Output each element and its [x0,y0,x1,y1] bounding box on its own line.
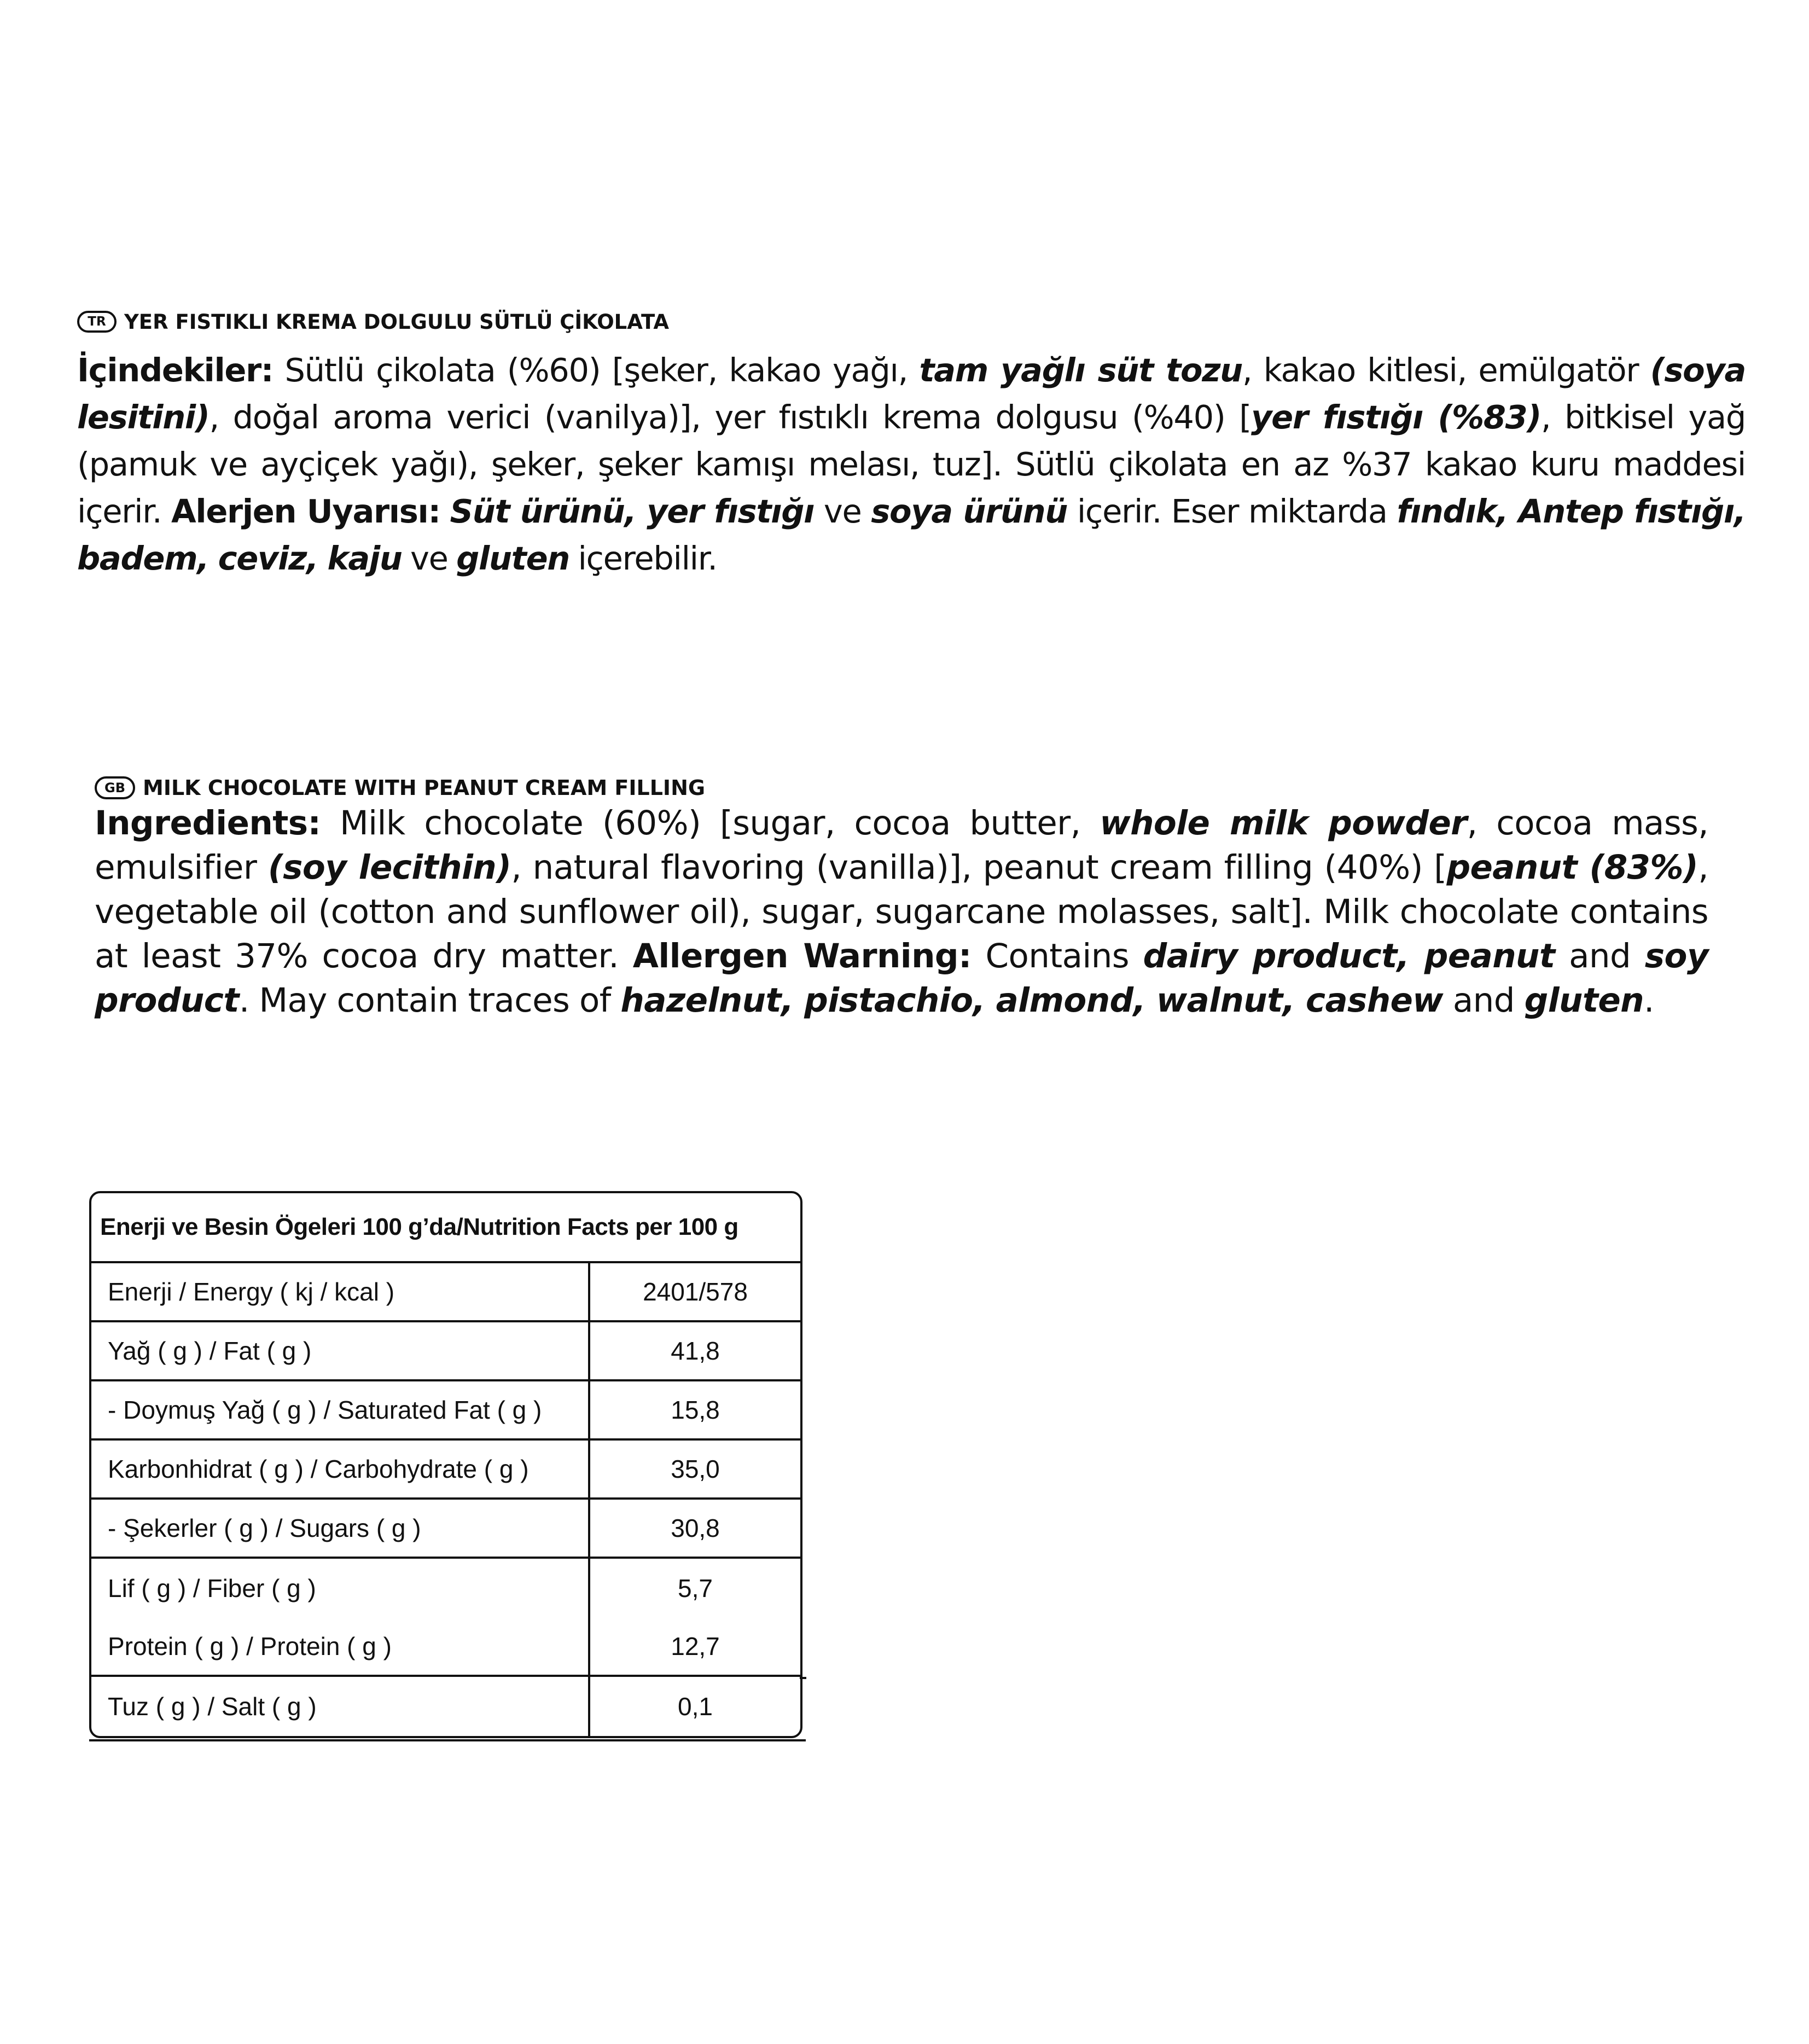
allergen-emphasis: soy product [95,937,1708,1020]
section-label: İçindekiler: [77,351,274,389]
nutrition-row-fat [91,1322,800,1381]
ingredient-text: Milk chocolate (60%) [sugar, cocoa butter, [321,804,1100,843]
allergen-emphasis: (soy lecithin) [267,848,511,887]
allergen-emphasis: tam yağlı süt tozu [919,351,1242,389]
ingredient-text: , bitkisel yağ (pamuk ve ayçiçek yağı), şeker, şeker kamışı melası, tuz]. Sütlü çikolata en az %37 kakao kuru maddesi içerir. [77,398,1746,530]
ingredient-text: , vegetable oil (cotton and sunflower oil), sugar, sugarcane molasses, salt]. Milk chocolate contains at least 37% cocoa dry matter. [95,848,1708,975]
section-label: Allergen Warning: [632,937,972,975]
ingredient-text: ve [402,539,457,577]
ingredient-text: , kakao kitlesi, emülgatör [1242,351,1650,389]
ingredient-text: . [1643,981,1654,1020]
english-section [95,774,1708,1023]
ingredient-text: and [1443,981,1525,1020]
nutrition-row-sugars [91,1500,800,1559]
nutrient-label: - Şekerler ( g ) / Sugars ( g ) [91,1500,590,1557]
ingredient-text: , cocoa mass, emulsifier [95,804,1708,887]
nutrient-value: 2401/578 [643,1278,748,1306]
section-label: Alerjen Uyarısı: [171,492,440,530]
allergen-emphasis: (soya lesitini) [77,351,1746,436]
section-label: Ingredients: [95,804,321,843]
allergen-emphasis: Süt ürünü, yer fıstığı [450,492,815,530]
nutrition-row-fiber [91,1559,800,1618]
nutrition-rows [91,1263,800,1736]
nutrient-label: - Doymuş Yağ ( g ) / Saturated Fat ( g ) [91,1381,590,1438]
turkish-ingredients [77,347,1746,582]
nutrient-label: Protein ( g ) / Protein ( g ) [91,1618,590,1675]
nutrition-table [89,1191,802,1738]
turkish-section [77,307,1746,582]
ingredient-text [440,492,450,530]
allergen-emphasis: gluten [1524,981,1644,1020]
allergen-emphasis: dairy product, peanut [1143,937,1555,975]
nutrient-label: Enerji / Energy ( kj / kcal ) [91,1263,590,1320]
nutrient-value: 0,1 [678,1692,713,1721]
nutrition-row-saturated-fat [91,1381,800,1441]
table-bottom-rule [89,1739,806,1741]
ingredient-text: Contains [971,937,1143,975]
nutrient-label: Karbonhidrat ( g ) / Carbohydrate ( g ) [91,1441,590,1497]
nutrient-value: 30,8 [671,1514,720,1542]
tr-language-badge: TR [77,311,117,333]
nutrition-row-carbohydrate [91,1441,800,1500]
ingredient-text: ve [814,492,871,530]
allergen-emphasis: hazelnut, pistachio, almond, walnut, cashew [620,981,1444,1020]
nutrient-value: 15,8 [671,1396,720,1424]
allergen-emphasis: whole milk powder [1100,804,1467,843]
nutrient-label: Tuz ( g ) / Salt ( g ) [91,1677,590,1736]
english-ingredients [95,801,1708,1023]
allergen-emphasis: yer fıstığı (%83) [1251,398,1542,436]
allergen-emphasis: fındık, Antep fıstığı, badem, ceviz, kaju [77,492,1746,577]
allergen-emphasis: gluten [456,539,569,577]
nutrient-value: 5,7 [678,1574,713,1602]
allergen-emphasis: soya ürünü [871,492,1068,530]
allergen-emphasis: peanut (83%) [1446,848,1699,887]
ingredient-text: içerir. Eser miktarda [1067,492,1397,530]
nutrient-value: 12,7 [671,1632,720,1660]
turkish-heading [77,307,1746,336]
nutrient-value: 35,0 [671,1455,720,1483]
ingredient-text: and [1555,937,1645,975]
ingredient-text: içerebilir. [569,539,717,577]
nutrient-label: Yağ ( g ) / Fat ( g ) [91,1322,590,1379]
table-protein-rule-overhang [800,1677,806,1679]
ingredient-text: Sütlü çikolata (%60) [şeker, kakao yağı, [273,351,920,389]
ingredient-text: , doğal aroma verici (vanilya)], yer fıstıklı krema dolgusu (%40) [ [209,398,1251,436]
english-heading-text: MILK CHOCOLATE WITH PEANUT CREAM FILLING [143,776,706,800]
nutrition-title: Enerji ve Besin Ögeleri 100 g’da/Nutrition Facts per 100 g [91,1193,800,1263]
english-heading [95,774,1708,802]
nutrient-label: Lif ( g ) / Fiber ( g ) [91,1559,590,1618]
ingredient-text: . May contain traces of [239,981,621,1020]
gb-language-badge: GB [95,776,135,799]
nutrition-row-energy [91,1263,800,1322]
turkish-heading-text: YER FISTIKLI KREMA DOLGULU SÜTLÜ ÇİKOLATA [124,310,669,334]
nutrition-row-salt [91,1677,800,1736]
nutrition-row-protein [91,1618,800,1677]
nutrient-value: 41,8 [671,1337,720,1365]
ingredient-text: , natural flavoring (vanilla)], peanut cream filling (40%) [ [511,848,1447,887]
